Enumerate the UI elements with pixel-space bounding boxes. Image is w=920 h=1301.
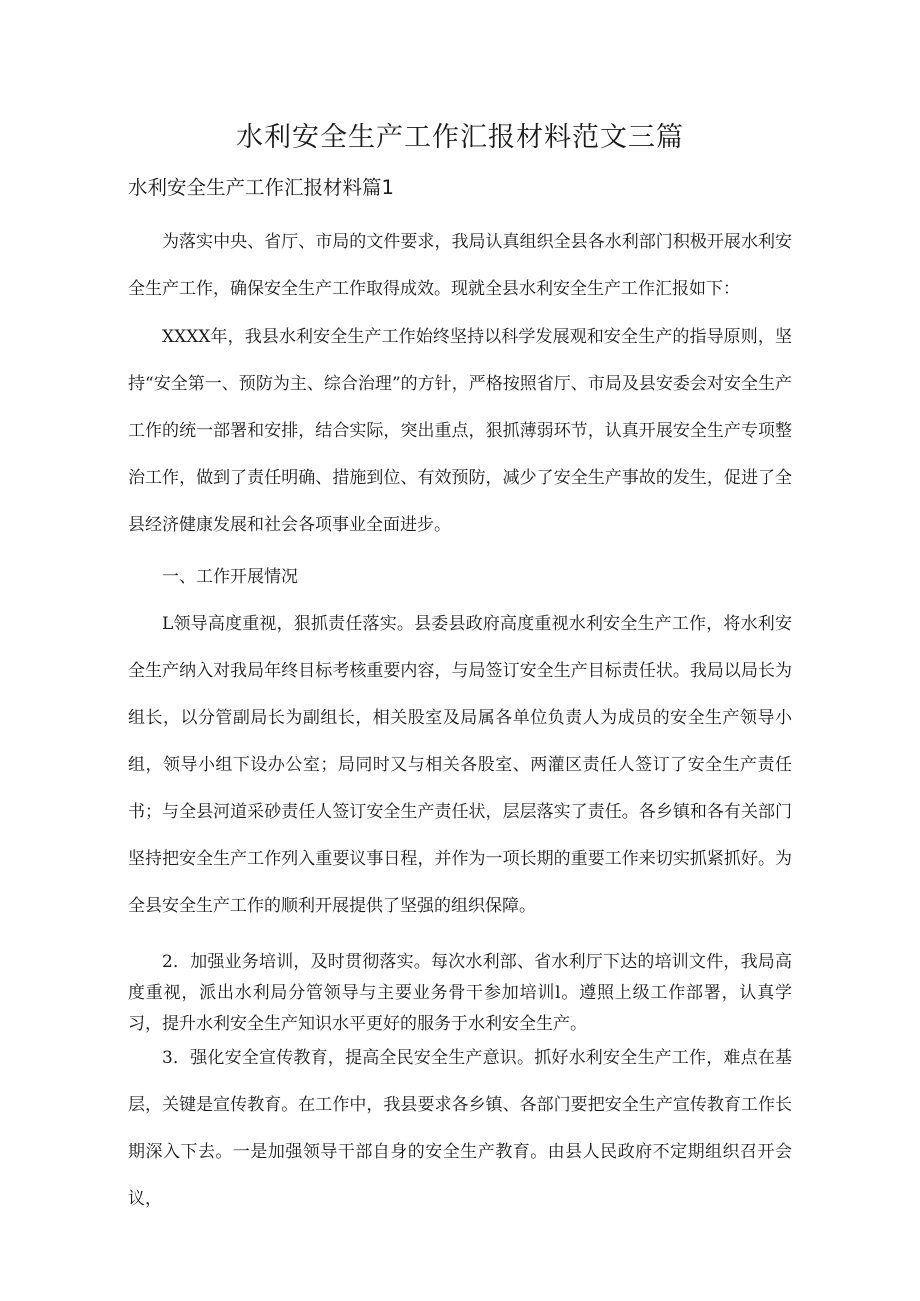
section-heading: 水利安全生产工作汇报材料篇1 — [128, 176, 394, 199]
paragraph-item-1: L领导高度重视，狠抓责任落实。县委县政府高度重视水利安全生产工作，将水利安全生产纳入对我局年终目标考核重要内容，与局签订安全生产目标责任状。我局以局长为组长，以分管副局长为副组长，相关股室及局属各单位负责人为成员的安全生产领导小组，领导小组下设办公室；局同时又与相关各股室、两灌区责任人签订了安全生产责任书；与全县河道采砂责任人签订安全生产责任状，层层落实了责任。各乡镇和各有关部门坚持把安全生产工作列入重要议事日程，并作为一项长期的重要工作来切实抓紧抓好。为全县安全生产工作的顺利开展提供了坚强的组织保障。 — [128, 614, 792, 916]
document-title: 水利安全生产工作汇报材料范文三篇 — [236, 122, 684, 153]
paragraph-item-3: 3．强化安全宣传教育，提高全民安全生产意识。抓好水利安全生产工作，难点在基层，关键是宣传教育。在工作中，我县要求各乡镇、各部门要把安全生产宣传教育工作长期深入下去。一是加强领导干部自身的安全生产教育。由县人民政府不定期组织召开会议， — [128, 1048, 792, 1209]
paragraph-overview: XXXX年，我县水利安全生产工作始终坚持以科学发展观和安全生产的指导原则，坚持“安全第一、预防为主、综合治理”的方针，严格按照省厅、市局及县安委会对安全生产工作的统一部署和安排，结合实际，突出重点，狠抓薄弱环节，认真开展安全生产专项整治工作，做到了责任明确、措施到位、有效预防，减少了安全生产事故的发生，促进了全县经济健康发展和社会各项事业全面进步。 — [128, 327, 792, 535]
paragraph-item-2: 2．加强业务培训，及时贯彻落实。每次水利部、省水利厅下达的培训文件，我局高度重视，派出水利局分管领导与主要业务骨干参加培训l。遵照上级工作部署，认真学习，提升水利安全生产知识水平更好的服务于水利安全生产。 — [128, 952, 792, 1034]
paragraph-subheading-work: 一、工作开展情况 — [162, 567, 298, 587]
paragraph-intro: 为落实中央、省厅、市局的文件要求，我局认真组织全县各水利部门积极开展水利安全生产工作，确保安全生产工作取得成效。现就全县水利安全生产工作汇报如下： — [128, 232, 792, 299]
